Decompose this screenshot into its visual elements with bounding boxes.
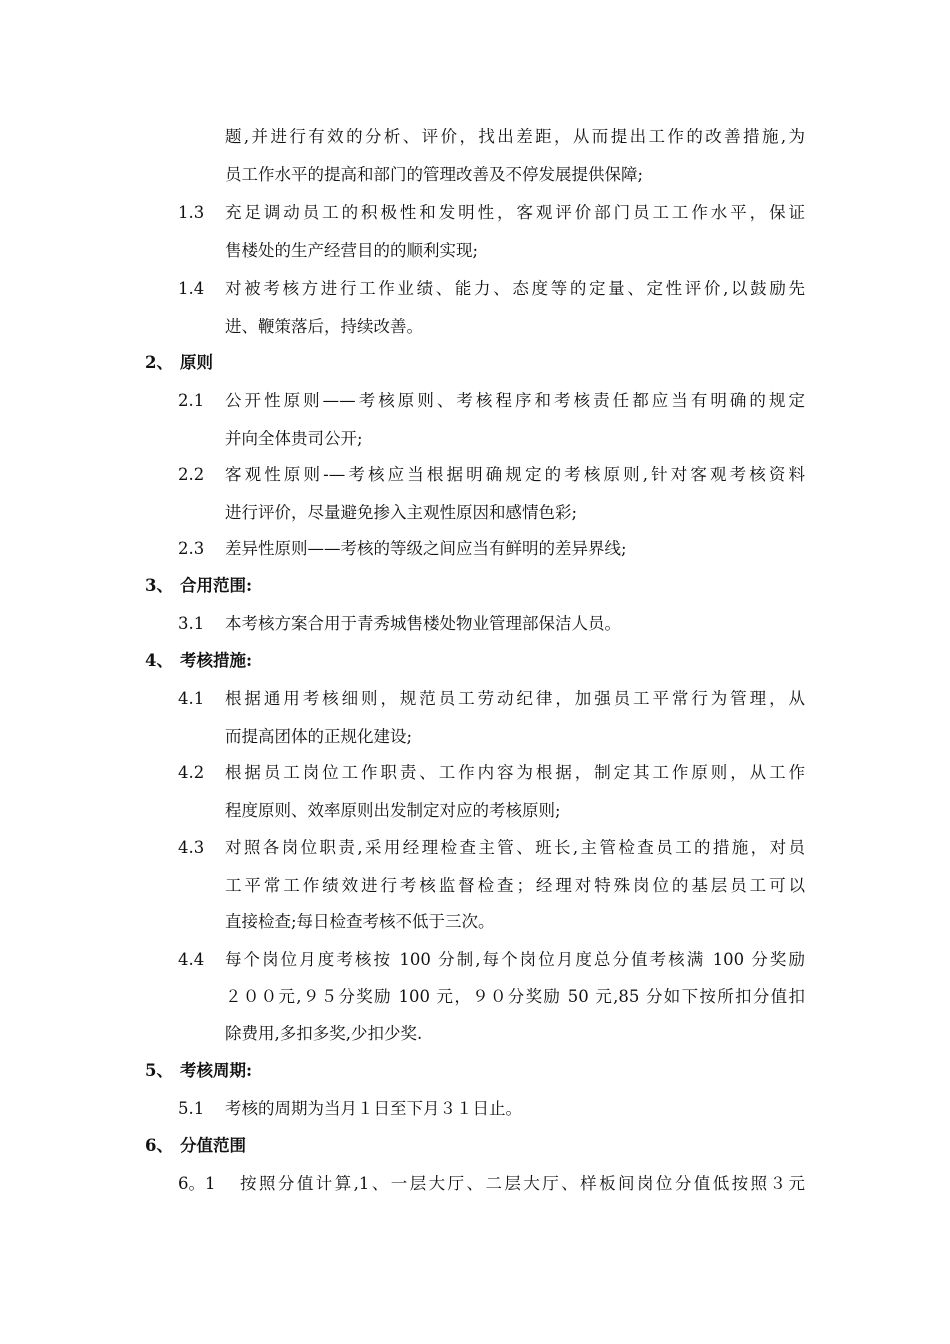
section-title: 合用范围: xyxy=(180,576,253,595)
item-text: 本考核方案合用于青秀城售楼处物业管理部保洁人员。 xyxy=(225,614,621,633)
section-number: 5、 xyxy=(145,1061,173,1080)
section-number: 2、 xyxy=(145,353,173,372)
section-title: 考核措施: xyxy=(180,651,253,670)
item-number: 5.1 xyxy=(178,1099,205,1118)
item-number: 2.1 xyxy=(178,391,205,410)
item-text: 根据通用考核细则，规范员工劳动纪律，加强员工平常行为管理，从 xyxy=(225,689,805,708)
item-number: 3.1 xyxy=(178,614,205,633)
item-number: 2.3 xyxy=(178,539,205,558)
section-title: 分值范围 xyxy=(180,1136,246,1155)
intro-line: 题,并进行有效的分析、评价，找出差距，从而提出工作的改善措施,为 xyxy=(225,127,805,146)
item-text: 并向全体贵司公开; xyxy=(225,429,363,448)
section-number: 6、 xyxy=(145,1136,173,1155)
item-text: 公开性原则——考核原则、考核程序和考核责任都应当有明确的规定 xyxy=(225,391,805,410)
item-text: 差异性原则——考核的等级之间应当有鲜明的差异界线; xyxy=(225,539,627,558)
item-number: 4.3 xyxy=(178,838,205,857)
item-text: 对照各岗位职责,采用经理检查主管、班长,主管检查员工的措施，对员 xyxy=(225,838,805,857)
item-text: 充足调动员工的积极性和发明性，客观评价部门员工工作水平，保证 xyxy=(225,203,805,222)
item-number: 1.4 xyxy=(178,279,205,298)
item-text: 考核的周期为当月１日至下月３１日止。 xyxy=(225,1099,522,1118)
section-title: 原则 xyxy=(180,353,213,372)
item-text: 除费用,多扣多奖,少扣少奖. xyxy=(225,1024,423,1043)
item-number: 4.1 xyxy=(178,689,205,708)
item-text: ２００元,９５分奖励 100 元，９０分奖励 50 元,85 分如下按所扣分值扣 xyxy=(225,987,805,1006)
item-text: 按照分值计算,1、一层大厅、二层大厅、样板间岗位分值低按照３元 xyxy=(240,1174,805,1193)
item-text: 对被考核方进行工作业绩、能力、态度等的定量、定性评价,以鼓励先 xyxy=(225,279,805,298)
item-text: 客观性原则-—考核应当根据明确规定的考核原则,针对客观考核资料 xyxy=(225,465,805,484)
item-number: 4.4 xyxy=(178,950,205,969)
section-title: 考核周期: xyxy=(180,1061,253,1080)
item-number: 4.2 xyxy=(178,763,205,782)
intro-line: 员工作水平的提高和部门的管理改善及不停发展提供保障; xyxy=(225,165,644,184)
item-text: 程度原则、效率原则出发制定对应的考核原则; xyxy=(225,801,561,820)
section-number: 4、 xyxy=(145,651,173,670)
item-text: 而提高团体的正规化建设; xyxy=(225,727,413,746)
item-text: 根据员工岗位工作职责、工作内容为根据，制定其工作原则，从工作 xyxy=(225,763,805,782)
item-text: 进行评价，尽量避免掺入主观性原因和感情色彩; xyxy=(225,503,578,522)
item-text: 工平常工作绩效进行考核监督检查；经理对特殊岗位的基层员工可以 xyxy=(225,876,805,895)
item-text: 进、鞭策落后，持续改善。 xyxy=(225,317,423,336)
section-number: 3、 xyxy=(145,576,173,595)
item-text: 售楼处的生产经营目的的顺利实现; xyxy=(225,241,479,260)
item-number: 6。1 xyxy=(178,1174,216,1193)
item-text: 直接检查;每日检查考核不低于三次。 xyxy=(225,912,495,931)
item-number: 2.2 xyxy=(178,465,205,484)
item-text: 每个岗位月度考核按 100 分制,每个岗位月度总分值考核满 100 分奖励 xyxy=(225,950,805,969)
item-number: 1.3 xyxy=(178,203,205,222)
